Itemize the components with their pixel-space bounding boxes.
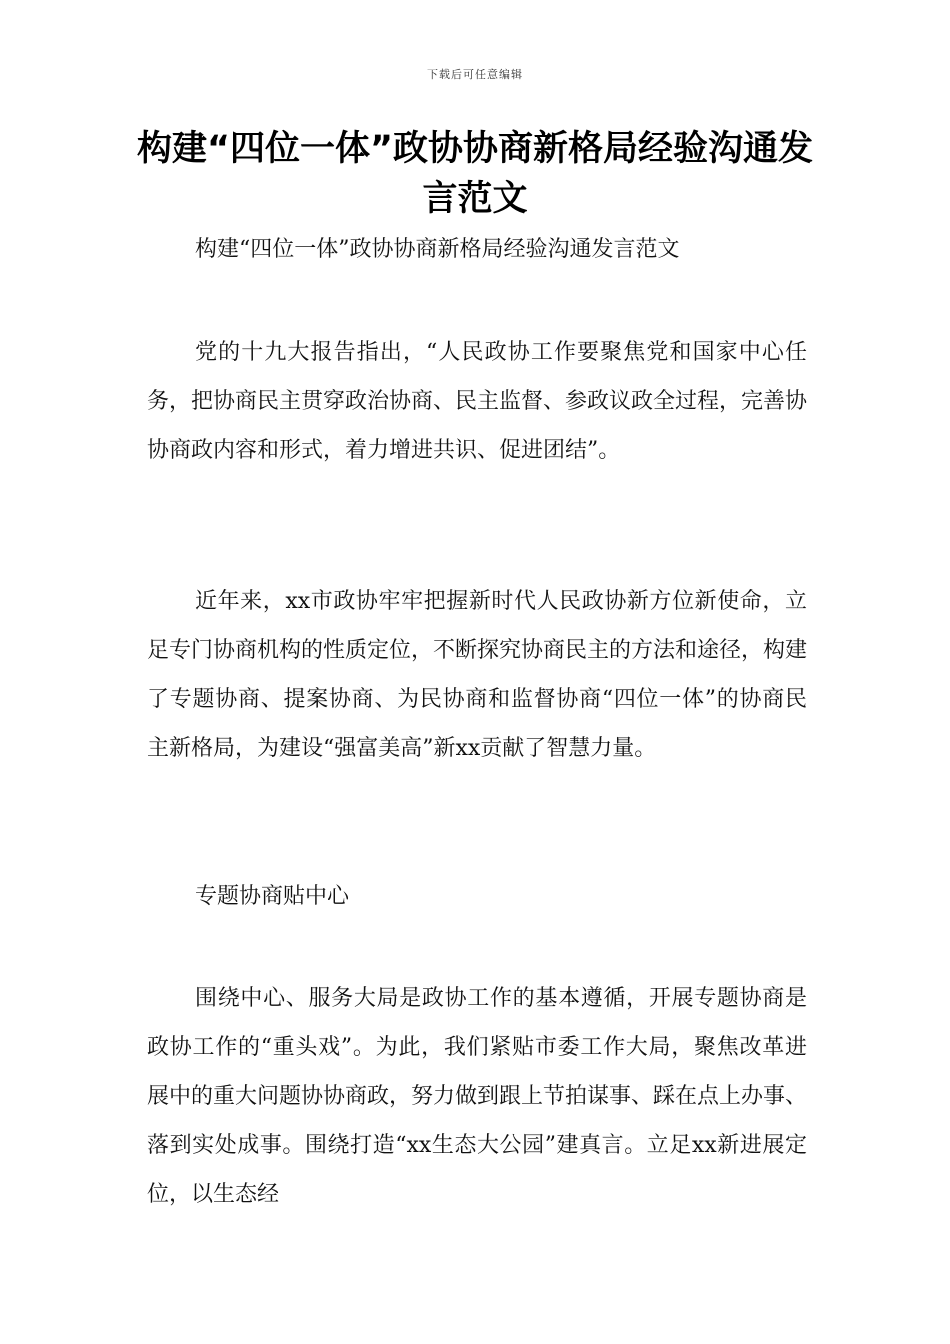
document-title: 构建“四位一体”政协协商新格局经验沟通发言范文: [136, 129, 813, 219]
paragraph-2: 近年来，xx市政协牢牢把握新时代人民政协新方位新使命，立足专门协商机构的性质定位，不断探究协商民主的方法和途径，构建了专题协商、提案协商、为民协商和监督协商“四位一体”的协商民主新格局，为建设“强富美高”新xx贡献了智慧力量。: [147, 589, 808, 761]
document-subtitle: 构建“四位一体”政协协商新格局经验沟通发言范文: [195, 237, 680, 262]
download-note: 下载后可任意编辑: [427, 68, 523, 81]
paragraph-3: 围绕中心、服务大局是政协工作的基本遵循，开展专题协商是政协工作的“重头戏”。为此，我们紧贴市委工作大局，聚焦改革进展中的重大问题协协商政，努力做到跟上节拍谋事、踩在点上办事、落到实处成事。围绕打造“xx生态大公园”建真言。立足xx新进展定位，以生态经: [147, 986, 808, 1207]
paragraph-1: 党的十九大报告指出，“人民政协工作要聚焦党和国家中心任务，把协商民主贯穿政治协商、民主监督、参政议政全过程，完善协协商政内容和形式，着力增进共识、促进团结”。: [147, 340, 808, 463]
section-heading: 专题协商贴中心: [195, 884, 350, 909]
